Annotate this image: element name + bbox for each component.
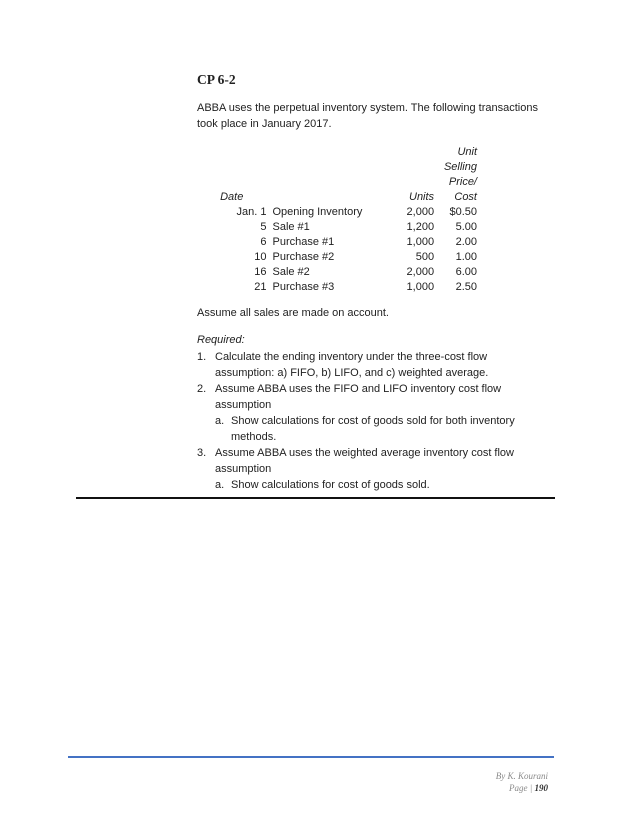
row-price: 1.00 xyxy=(455,251,477,263)
row-description: Purchase #1 xyxy=(272,236,335,248)
sub-requirements-list xyxy=(215,413,547,445)
transactions-table xyxy=(197,145,477,295)
table-row xyxy=(197,235,477,250)
row-description: Opening Inventory xyxy=(272,206,363,218)
requirement-number: 1. xyxy=(197,351,207,363)
page-title: CP 6-2 xyxy=(197,72,236,87)
date-header: Date xyxy=(220,191,244,203)
row-price: 2.00 xyxy=(455,236,477,248)
table-header-row xyxy=(197,160,477,175)
table-header-row xyxy=(197,190,477,205)
sub-requirements-list xyxy=(215,477,547,493)
table-row xyxy=(197,280,477,295)
requirement-number: 3. xyxy=(197,447,207,459)
table-header-row xyxy=(197,175,477,190)
requirement-text: Assume ABBA uses the FIFO and LIFO inventory cost flow assumption xyxy=(215,383,502,411)
page-label: Page | xyxy=(509,783,533,793)
row-date: 6 xyxy=(260,236,267,248)
price-header-line: Unit xyxy=(457,146,477,158)
row-date: 16 xyxy=(254,266,267,278)
row-description: Sale #1 xyxy=(272,221,310,233)
row-price: 6.00 xyxy=(455,266,477,278)
sub-requirement-item xyxy=(215,413,547,445)
row-date: Jan. 1 xyxy=(236,206,267,218)
requirement-item xyxy=(197,381,547,445)
footer-author: By K. Kourani xyxy=(495,771,548,781)
table-row xyxy=(197,220,477,235)
row-date: 5 xyxy=(260,221,267,233)
sub-requirement-text: Show calculations for cost of goods sold. xyxy=(231,479,430,491)
requirement-item xyxy=(197,349,547,381)
row-units: 1,000 xyxy=(406,236,435,248)
required-label: Required: xyxy=(197,334,245,346)
requirement-item xyxy=(197,445,547,493)
sub-requirement-letter: a. xyxy=(215,415,225,427)
price-header-line: Price/ xyxy=(448,176,477,188)
row-date: 10 xyxy=(254,251,267,263)
table-header-row xyxy=(197,145,477,160)
price-header-line: Selling xyxy=(443,161,477,173)
row-description: Purchase #2 xyxy=(272,251,335,263)
row-description: Purchase #3 xyxy=(272,281,335,293)
section-divider xyxy=(76,497,555,499)
requirement-text: Assume ABBA uses the weighted average inventory cost flow assumption xyxy=(215,447,514,475)
table-row xyxy=(197,205,477,220)
requirements-list xyxy=(197,349,547,493)
sub-requirement-item xyxy=(215,477,547,493)
price-header-line: Cost xyxy=(454,191,477,203)
table-row xyxy=(197,265,477,280)
footer-page xyxy=(509,783,548,793)
row-price: $0.50 xyxy=(449,206,477,218)
row-units: 1,200 xyxy=(406,221,435,233)
requirement-number: 2. xyxy=(197,383,207,395)
row-date: 21 xyxy=(254,281,267,293)
row-price: 5.00 xyxy=(455,221,477,233)
row-units: 2,000 xyxy=(406,266,435,278)
footer-rule xyxy=(68,756,554,758)
units-header: Units xyxy=(409,191,435,203)
row-units: 500 xyxy=(415,251,435,263)
sub-requirement-text: Show calculations for cost of goods sold for both inventory methods. xyxy=(231,415,515,443)
row-units: 2,000 xyxy=(406,206,435,218)
page-number: 190 xyxy=(534,783,548,793)
sub-requirement-letter: a. xyxy=(215,479,225,491)
row-description: Sale #2 xyxy=(272,266,310,278)
requirement-text: Calculate the ending inventory under the three-cost flow assumption: a) FIFO, b) LIFO, and c) weighted average. xyxy=(215,351,489,379)
assumption-text: Assume all sales are made on account. xyxy=(197,307,389,319)
row-units: 1,000 xyxy=(406,281,435,293)
table-row xyxy=(197,250,477,265)
intro-paragraph: ABBA uses the perpetual inventory system. The following transactions took place in January 2017. xyxy=(197,102,538,130)
row-price: 2.50 xyxy=(455,281,477,293)
